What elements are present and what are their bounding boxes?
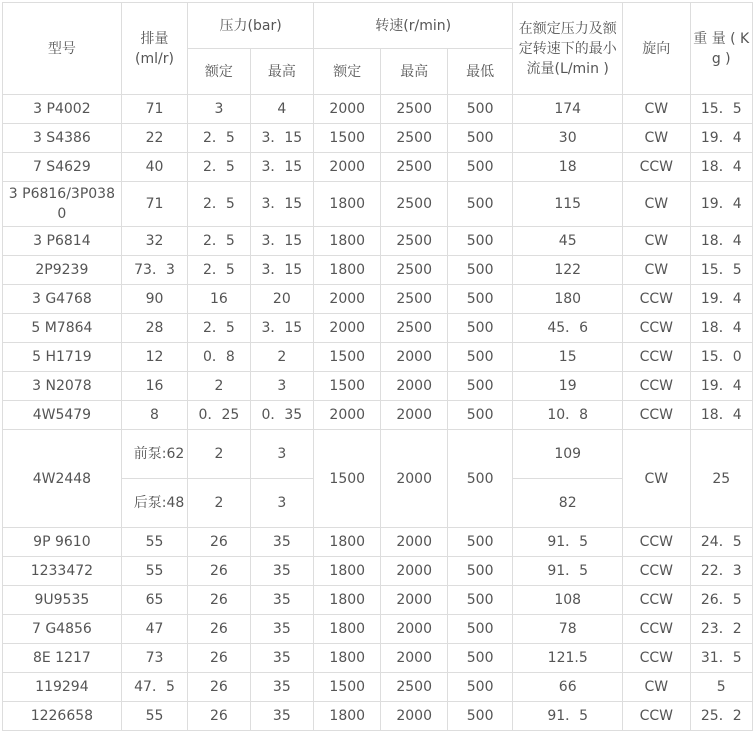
speed-rated-cell: 1800 bbox=[314, 586, 381, 615]
model-cell: 9P 9610 bbox=[3, 528, 122, 557]
speed-rated-cell: 1500 bbox=[314, 343, 381, 372]
speed-rated-cell: 1500 bbox=[314, 124, 381, 153]
pressure-max-cell: 3．15 bbox=[250, 256, 313, 285]
pressure-max-cell: 3 bbox=[250, 430, 313, 479]
min-flow-cell: 78 bbox=[513, 615, 623, 644]
speed-min-cell: 500 bbox=[447, 430, 512, 528]
speed-rated-cell: 1800 bbox=[314, 227, 381, 256]
table-row bbox=[3, 314, 753, 343]
displacement-cell: 28 bbox=[121, 314, 187, 343]
pressure-max-cell: 3 bbox=[250, 479, 313, 528]
pressure-rated-cell: 26 bbox=[188, 673, 250, 702]
table-row bbox=[3, 528, 753, 557]
model-cell: 9U9535 bbox=[3, 586, 122, 615]
rotation-cell: CCW bbox=[623, 343, 690, 372]
header-speed-min: 最低 bbox=[447, 49, 512, 95]
model-cell: 5 H1719 bbox=[3, 343, 122, 372]
table-row bbox=[3, 182, 753, 227]
model-cell: 1233472 bbox=[3, 557, 122, 586]
model-cell: 7 S4629 bbox=[3, 153, 122, 182]
speed-min-cell: 500 bbox=[447, 153, 512, 182]
header-row-1 bbox=[3, 3, 753, 49]
header-displacement: 排量 (ml/r) bbox=[121, 3, 187, 95]
speed-min-cell: 500 bbox=[447, 615, 512, 644]
model-cell: 3 G4768 bbox=[3, 285, 122, 314]
pressure-max-cell: 20 bbox=[250, 285, 313, 314]
table-row bbox=[3, 153, 753, 182]
weight-cell: 31．5 bbox=[690, 644, 752, 673]
speed-max-cell: 2500 bbox=[381, 182, 447, 227]
pressure-rated-cell: 2 bbox=[188, 430, 250, 479]
speed-rated-cell: 2000 bbox=[314, 285, 381, 314]
speed-max-cell: 2000 bbox=[381, 343, 447, 372]
model-cell: 3 P6816/3P0380 bbox=[3, 182, 122, 227]
table-row bbox=[3, 430, 753, 479]
pressure-max-cell: 35 bbox=[250, 586, 313, 615]
rotation-cell: CCW bbox=[623, 702, 690, 731]
table-row bbox=[3, 285, 753, 314]
min-flow-cell: 91．5 bbox=[513, 528, 623, 557]
pressure-rated-cell: 2 bbox=[188, 479, 250, 528]
weight-cell: 25 bbox=[690, 430, 752, 528]
table-row bbox=[3, 673, 753, 702]
pressure-rated-cell: 26 bbox=[188, 586, 250, 615]
weight-cell: 15．5 bbox=[690, 95, 752, 124]
displacement-cell: 55 bbox=[121, 702, 187, 731]
speed-max-cell: 2500 bbox=[381, 124, 447, 153]
model-cell: 4W2448 bbox=[3, 430, 122, 528]
weight-cell: 19．4 bbox=[690, 285, 752, 314]
table-row bbox=[3, 557, 753, 586]
speed-min-cell: 500 bbox=[447, 528, 512, 557]
speed-min-cell: 500 bbox=[447, 182, 512, 227]
speed-max-cell: 2000 bbox=[381, 644, 447, 673]
displacement-cell: 12 bbox=[121, 343, 187, 372]
min-flow-cell: 45 bbox=[513, 227, 623, 256]
displacement-cell: 8 bbox=[121, 401, 187, 430]
rotation-cell: CW bbox=[623, 95, 690, 124]
pressure-max-cell: 35 bbox=[250, 557, 313, 586]
rotation-cell: CW bbox=[623, 430, 690, 528]
speed-rated-cell: 2000 bbox=[314, 95, 381, 124]
pressure-rated-cell: 2．5 bbox=[188, 182, 250, 227]
rotation-cell: CCW bbox=[623, 372, 690, 401]
header-pressure: 压力(bar) bbox=[188, 3, 314, 49]
pressure-max-cell: 35 bbox=[250, 644, 313, 673]
speed-rated-cell: 2000 bbox=[314, 153, 381, 182]
weight-cell: 24．5 bbox=[690, 528, 752, 557]
min-flow-cell: 108 bbox=[513, 586, 623, 615]
pressure-max-cell: 2 bbox=[250, 343, 313, 372]
speed-min-cell: 500 bbox=[447, 343, 512, 372]
header-weight: 重 量 ( Kg ) bbox=[690, 3, 752, 95]
weight-cell: 19．4 bbox=[690, 372, 752, 401]
displacement-cell: 55 bbox=[121, 557, 187, 586]
pressure-rated-cell: 0．25 bbox=[188, 401, 250, 430]
header-model: 型号 bbox=[3, 3, 122, 95]
table-row bbox=[3, 124, 753, 153]
table-row bbox=[3, 343, 753, 372]
min-flow-cell: 180 bbox=[513, 285, 623, 314]
pressure-max-cell: 3．15 bbox=[250, 153, 313, 182]
model-cell: 3 S4386 bbox=[3, 124, 122, 153]
weight-cell: 22．3 bbox=[690, 557, 752, 586]
model-cell: 4W5479 bbox=[3, 401, 122, 430]
speed-min-cell: 500 bbox=[447, 285, 512, 314]
min-flow-cell: 19 bbox=[513, 372, 623, 401]
speed-rated-cell: 1500 bbox=[314, 372, 381, 401]
speed-max-cell: 2000 bbox=[381, 702, 447, 731]
speed-rated-cell: 1800 bbox=[314, 528, 381, 557]
pressure-max-cell: 3．15 bbox=[250, 182, 313, 227]
speed-max-cell: 2000 bbox=[381, 557, 447, 586]
rotation-cell: CCW bbox=[623, 314, 690, 343]
model-cell: 119294 bbox=[3, 673, 122, 702]
pressure-max-cell: 35 bbox=[250, 615, 313, 644]
pressure-rated-cell: 26 bbox=[188, 615, 250, 644]
table-row bbox=[3, 586, 753, 615]
pressure-max-cell: 3 bbox=[250, 372, 313, 401]
min-flow-cell: 122 bbox=[513, 256, 623, 285]
model-cell: 5 M7864 bbox=[3, 314, 122, 343]
table-row bbox=[3, 372, 753, 401]
min-flow-cell: 91．5 bbox=[513, 702, 623, 731]
speed-min-cell: 500 bbox=[447, 372, 512, 401]
speed-max-cell: 2000 bbox=[381, 586, 447, 615]
pressure-rated-cell: 2．5 bbox=[188, 153, 250, 182]
pressure-rated-cell: 2 bbox=[188, 372, 250, 401]
pressure-rated-cell: 3 bbox=[188, 95, 250, 124]
speed-max-cell: 2000 bbox=[381, 401, 447, 430]
weight-cell: 26．5 bbox=[690, 586, 752, 615]
speed-rated-cell: 1800 bbox=[314, 702, 381, 731]
weight-cell: 5 bbox=[690, 673, 752, 702]
speed-min-cell: 500 bbox=[447, 702, 512, 731]
rotation-cell: CW bbox=[623, 124, 690, 153]
min-flow-cell: 45．6 bbox=[513, 314, 623, 343]
speed-max-cell: 2500 bbox=[381, 673, 447, 702]
speed-rated-cell: 2000 bbox=[314, 314, 381, 343]
displacement-cell: 90 bbox=[121, 285, 187, 314]
speed-max-cell: 2000 bbox=[381, 528, 447, 557]
rotation-cell: CW bbox=[623, 227, 690, 256]
speed-max-cell: 2000 bbox=[381, 615, 447, 644]
header-pressure-rated: 额定 bbox=[188, 49, 250, 95]
table-row bbox=[3, 256, 753, 285]
speed-rated-cell: 1800 bbox=[314, 644, 381, 673]
pressure-max-cell: 0．35 bbox=[250, 401, 313, 430]
speed-min-cell: 500 bbox=[447, 256, 512, 285]
model-cell: 1226658 bbox=[3, 702, 122, 731]
weight-cell: 15．0 bbox=[690, 343, 752, 372]
speed-min-cell: 500 bbox=[447, 557, 512, 586]
speed-max-cell: 2000 bbox=[381, 430, 447, 528]
table-row bbox=[3, 615, 753, 644]
displacement-cell: 前泵:62 bbox=[121, 430, 187, 479]
speed-min-cell: 500 bbox=[447, 124, 512, 153]
speed-max-cell: 2500 bbox=[381, 285, 447, 314]
weight-cell: 23．2 bbox=[690, 615, 752, 644]
displacement-cell: 71 bbox=[121, 182, 187, 227]
min-flow-cell: 91．5 bbox=[513, 557, 623, 586]
rotation-cell: CCW bbox=[623, 528, 690, 557]
speed-max-cell: 2500 bbox=[381, 314, 447, 343]
pressure-rated-cell: 0．8 bbox=[188, 343, 250, 372]
rotation-cell: CCW bbox=[623, 401, 690, 430]
pressure-rated-cell: 26 bbox=[188, 557, 250, 586]
pressure-rated-cell: 2．5 bbox=[188, 124, 250, 153]
min-flow-cell: 15 bbox=[513, 343, 623, 372]
weight-cell: 19．4 bbox=[690, 124, 752, 153]
model-cell: 3 P6814 bbox=[3, 227, 122, 256]
rotation-cell: CW bbox=[623, 256, 690, 285]
header-min-flow: 在额定压力及额定转速下的最小流量(L/min ) bbox=[513, 3, 623, 95]
displacement-cell: 40 bbox=[121, 153, 187, 182]
displacement-cell: 16 bbox=[121, 372, 187, 401]
pressure-max-cell: 35 bbox=[250, 528, 313, 557]
min-flow-cell: 66 bbox=[513, 673, 623, 702]
min-flow-cell: 174 bbox=[513, 95, 623, 124]
model-cell: 7 G4856 bbox=[3, 615, 122, 644]
min-flow-cell: 115 bbox=[513, 182, 623, 227]
displacement-cell: 32 bbox=[121, 227, 187, 256]
speed-min-cell: 500 bbox=[447, 314, 512, 343]
table-row bbox=[3, 644, 753, 673]
pressure-max-cell: 35 bbox=[250, 702, 313, 731]
speed-min-cell: 500 bbox=[447, 227, 512, 256]
speed-max-cell: 2500 bbox=[381, 95, 447, 124]
displacement-cell: 71 bbox=[121, 95, 187, 124]
displacement-cell: 47 bbox=[121, 615, 187, 644]
rotation-cell: CCW bbox=[623, 285, 690, 314]
min-flow-cell: 30 bbox=[513, 124, 623, 153]
header-speed-rated: 额定 bbox=[314, 49, 381, 95]
weight-cell: 18．4 bbox=[690, 153, 752, 182]
speed-rated-cell: 2000 bbox=[314, 401, 381, 430]
min-flow-cell: 18 bbox=[513, 153, 623, 182]
rotation-cell: CCW bbox=[623, 615, 690, 644]
model-cell: 3 N2078 bbox=[3, 372, 122, 401]
weight-cell: 18．4 bbox=[690, 314, 752, 343]
pressure-rated-cell: 16 bbox=[188, 285, 250, 314]
speed-min-cell: 500 bbox=[447, 586, 512, 615]
rotation-cell: CCW bbox=[623, 153, 690, 182]
speed-max-cell: 2500 bbox=[381, 153, 447, 182]
speed-min-cell: 500 bbox=[447, 673, 512, 702]
speed-min-cell: 500 bbox=[447, 401, 512, 430]
weight-cell: 25．2 bbox=[690, 702, 752, 731]
displacement-cell: 55 bbox=[121, 528, 187, 557]
speed-max-cell: 2500 bbox=[381, 256, 447, 285]
pressure-rated-cell: 2．5 bbox=[188, 227, 250, 256]
header-speed: 转速(r/min) bbox=[314, 3, 513, 49]
table-row bbox=[3, 227, 753, 256]
rotation-cell: CCW bbox=[623, 644, 690, 673]
pressure-max-cell: 35 bbox=[250, 673, 313, 702]
displacement-cell: 后泵:48 bbox=[121, 479, 187, 528]
min-flow-cell: 109 bbox=[513, 430, 623, 479]
speed-max-cell: 2500 bbox=[381, 227, 447, 256]
speed-max-cell: 2000 bbox=[381, 372, 447, 401]
rotation-cell: CCW bbox=[623, 557, 690, 586]
pressure-rated-cell: 2．5 bbox=[188, 256, 250, 285]
pressure-rated-cell: 2．5 bbox=[188, 314, 250, 343]
weight-cell: 18．4 bbox=[690, 227, 752, 256]
model-cell: 2P9239 bbox=[3, 256, 122, 285]
rotation-cell: CW bbox=[623, 673, 690, 702]
pressure-max-cell: 3．15 bbox=[250, 124, 313, 153]
displacement-cell: 22 bbox=[121, 124, 187, 153]
pressure-rated-cell: 26 bbox=[188, 644, 250, 673]
header-speed-max: 最高 bbox=[381, 49, 447, 95]
header-pressure-max: 最高 bbox=[250, 49, 313, 95]
table-row bbox=[3, 702, 753, 731]
speed-rated-cell: 1500 bbox=[314, 673, 381, 702]
table-row bbox=[3, 401, 753, 430]
pump-spec-table bbox=[2, 2, 753, 731]
weight-cell: 18．4 bbox=[690, 401, 752, 430]
table-row bbox=[3, 95, 753, 124]
speed-min-cell: 500 bbox=[447, 644, 512, 673]
weight-cell: 19．4 bbox=[690, 182, 752, 227]
model-cell: 3 P4002 bbox=[3, 95, 122, 124]
displacement-cell: 73．3 bbox=[121, 256, 187, 285]
pressure-rated-cell: 26 bbox=[188, 528, 250, 557]
displacement-cell: 65 bbox=[121, 586, 187, 615]
speed-rated-cell: 1800 bbox=[314, 256, 381, 285]
speed-min-cell: 500 bbox=[447, 95, 512, 124]
speed-rated-cell: 1800 bbox=[314, 615, 381, 644]
rotation-cell: CCW bbox=[623, 586, 690, 615]
model-cell: 8E 1217 bbox=[3, 644, 122, 673]
displacement-cell: 47．5 bbox=[121, 673, 187, 702]
speed-rated-cell: 1500 bbox=[314, 430, 381, 528]
header-rotation: 旋向 bbox=[623, 3, 690, 95]
min-flow-cell: 82 bbox=[513, 479, 623, 528]
rotation-cell: CW bbox=[623, 182, 690, 227]
speed-rated-cell: 1800 bbox=[314, 182, 381, 227]
min-flow-cell: 10．8 bbox=[513, 401, 623, 430]
min-flow-cell: 121.5 bbox=[513, 644, 623, 673]
pressure-max-cell: 3．15 bbox=[250, 314, 313, 343]
pressure-max-cell: 4 bbox=[250, 95, 313, 124]
pressure-rated-cell: 26 bbox=[188, 702, 250, 731]
displacement-cell: 73 bbox=[121, 644, 187, 673]
speed-rated-cell: 1800 bbox=[314, 557, 381, 586]
pressure-max-cell: 3．15 bbox=[250, 227, 313, 256]
weight-cell: 15．5 bbox=[690, 256, 752, 285]
